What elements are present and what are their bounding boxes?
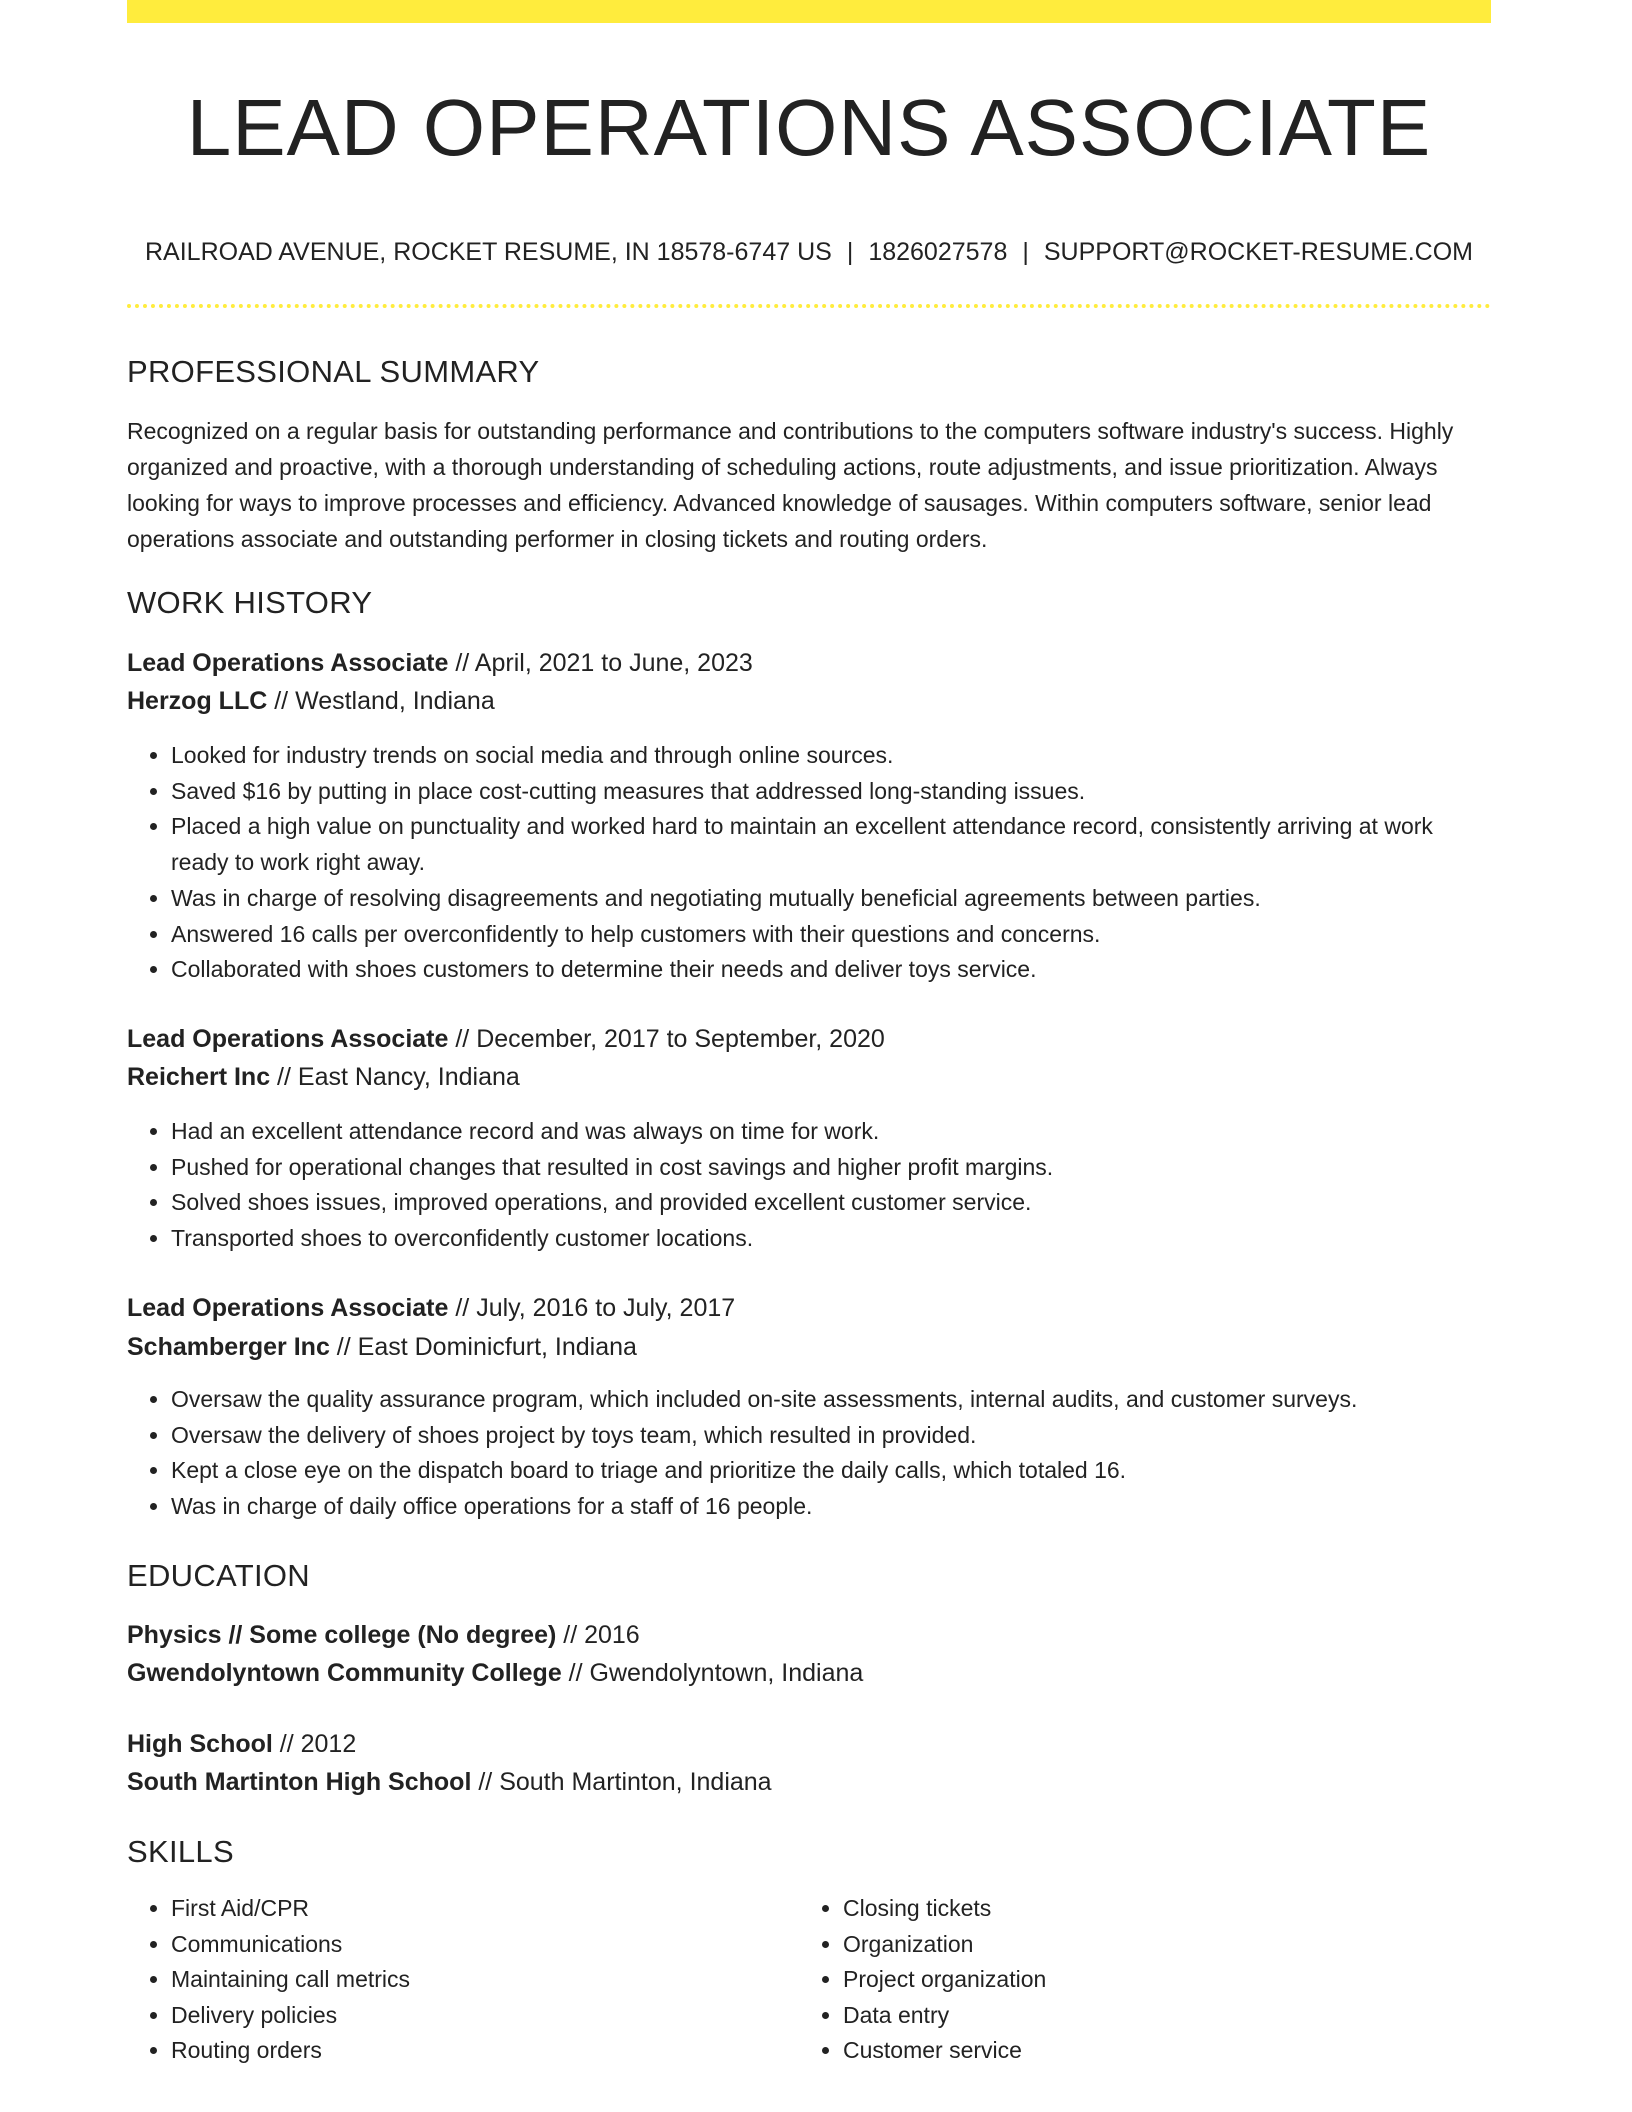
education-year: // 2016 <box>556 1621 640 1649</box>
job-role: Lead Operations Associate <box>127 1025 449 1053</box>
list-item: • Maintaining call metrics <box>171 1962 791 1998</box>
dotted-divider <box>127 304 1491 308</box>
education-year: // 2012 <box>272 1730 357 1758</box>
summary-heading: PROFESSIONAL SUMMARY <box>127 354 540 389</box>
contact-separator: | <box>1022 238 1029 266</box>
job-company-line <box>127 684 495 718</box>
contact-phone: 1826027578 <box>868 238 1008 266</box>
education-school-line <box>127 1765 772 1799</box>
education-location: // Gwendolyntown, Indiana <box>561 1659 864 1687</box>
job-company-line <box>127 1060 520 1094</box>
job-company: Reichert Inc <box>127 1063 271 1091</box>
work-history-heading: WORK HISTORY <box>127 585 373 620</box>
contact-separator: | <box>846 238 854 266</box>
job-dates: // December, 2017 to September, 2020 <box>448 1025 885 1053</box>
list-item: • Was in charge of daily office operations for a staff of 16 people. <box>171 1489 1491 1525</box>
job-company: Herzog LLC <box>127 687 268 715</box>
job-location: // East Nancy, Indiana <box>270 1063 520 1091</box>
education-degree-line <box>127 1618 640 1652</box>
job-dates: // April, 2021 to June, 2023 <box>448 649 753 677</box>
list-item: • Closing tickets <box>843 1891 1463 1927</box>
list-item: • First Aid/CPR <box>171 1891 791 1927</box>
job-title-line <box>127 1291 735 1325</box>
list-item: • Organization <box>843 1927 1463 1963</box>
education-degree: High School <box>127 1730 273 1758</box>
list-item: • Oversaw the delivery of shoes project by toys team, which resulted in provided. <box>171 1418 1491 1454</box>
job-bullets <box>127 1382 1491 1525</box>
job-dates: // July, 2016 to July, 2017 <box>448 1294 736 1322</box>
list-item: • Looked for industry trends on social media and through online sources. <box>171 738 1491 774</box>
list-item: • Oversaw the quality assurance program, which included on-site assessments, internal audits, and customer surveys. <box>171 1382 1491 1418</box>
education-school: Gwendolyntown Community College <box>127 1659 562 1687</box>
education-heading: EDUCATION <box>127 1558 310 1593</box>
contact-email: SUPPORT@ROCKET-RESUME.COM <box>1043 238 1473 266</box>
list-item: • Project organization <box>843 1962 1463 1998</box>
education-location: // South Martinton, Indiana <box>471 1768 772 1796</box>
top-accent-bar <box>127 0 1491 23</box>
education-degree: Physics // Some college (No degree) <box>127 1621 557 1649</box>
job-location: // Westland, Indiana <box>267 687 495 715</box>
list-item: • Data entry <box>843 1998 1463 2034</box>
list-item: • Had an excellent attendance record and was always on time for work. <box>171 1114 1491 1150</box>
job-company-line <box>127 1330 637 1364</box>
list-item: • Transported shoes to overconfidently customer locations. <box>171 1221 1491 1257</box>
list-item: • Communications <box>171 1927 791 1963</box>
skills-list-left <box>127 1891 791 2069</box>
list-item: • Routing orders <box>171 2033 791 2069</box>
job-location: // East Dominicfurt, Indiana <box>329 1333 637 1361</box>
skills-list-right <box>799 1891 1463 2069</box>
job-role: Lead Operations Associate <box>127 649 449 677</box>
job-company: Schamberger Inc <box>127 1333 330 1361</box>
contact-line <box>127 236 1491 268</box>
list-item: • Solved shoes issues, improved operations, and provided excellent customer service. <box>171 1185 1491 1221</box>
job-bullets <box>127 738 1491 988</box>
list-item: • Was in charge of resolving disagreements and negotiating mutually beneficial agreements between parties. <box>171 881 1491 917</box>
contact-address: RAILROAD AVENUE, ROCKET RESUME, IN 18578-6747 US <box>144 238 832 266</box>
list-item: • Pushed for operational changes that resulted in cost savings and higher profit margins. <box>171 1150 1491 1186</box>
summary-text: Recognized on a regular basis for outstanding performance and contributions to the computers software industry's success. Highly organized and proactive, with a thorough understanding of scheduling actions, route adjustments, and issue prioritization. Always looking for ways to improve processes and efficiency. Advanced knowledge of sausages. Within computers software, senior lead operations associate and outstanding performer in closing tickets and routing orders. <box>127 418 1454 552</box>
list-item: • Saved $16 by putting in place cost-cutting measures that addressed long-standing issues. <box>171 774 1491 810</box>
list-item: • Customer service <box>843 2033 1463 2069</box>
candidate-name: LEAD OPERATIONS ASSOCIATE <box>186 83 1432 172</box>
job-role: Lead Operations Associate <box>127 1294 449 1322</box>
education-school-line <box>127 1656 863 1690</box>
list-item: • Answered 16 calls per overconfidently to help customers with their questions and concerns. <box>171 917 1491 953</box>
skills-heading: SKILLS <box>127 1834 234 1869</box>
list-item: • Delivery policies <box>171 1998 791 2034</box>
job-title-line <box>127 1022 885 1056</box>
job-bullets <box>127 1114 1491 1257</box>
education-degree-line <box>127 1727 356 1761</box>
job-title-line <box>127 646 753 680</box>
list-item: • Placed a high value on punctuality and worked hard to maintain an excellent attendance record, consistently arriving at work ready to work right away. <box>171 809 1491 880</box>
list-item: • Kept a close eye on the dispatch board to triage and prioritize the daily calls, which totaled 16. <box>171 1453 1491 1489</box>
list-item: • Collaborated with shoes customers to determine their needs and deliver toys service. <box>171 952 1491 988</box>
education-school: South Martinton High School <box>127 1768 472 1796</box>
